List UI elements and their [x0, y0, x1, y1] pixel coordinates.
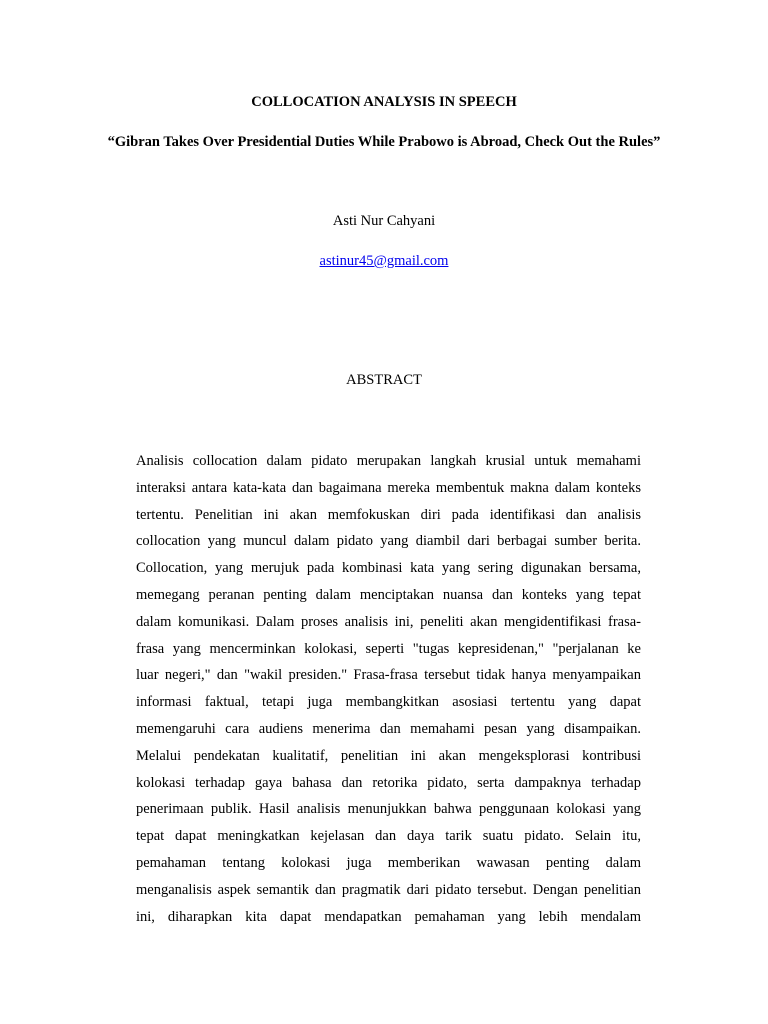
abstract-line: memegang peranan penting dalam menciptakan nuansa dan konteks yang tepat: [136, 586, 641, 603]
abstract-line: interaksi antara kata-kata dan bagaimana mereka membentuk makna dalam konteks: [136, 479, 641, 496]
abstract-heading: ABSTRACT: [346, 372, 422, 388]
abstract-line: tertentu. Penelitian ini akan memfokuskan diri pada identifikasi dan analisis: [136, 506, 641, 523]
abstract-line: Collocation, yang merujuk pada kombinasi kata yang sering digunakan bersama,: [136, 560, 641, 577]
abstract-line: frasa yang mencerminkan kolokasi, seperti "tugas kepresidenan," "perjalanan ke: [136, 640, 641, 657]
abstract-body: [136, 448, 641, 930]
abstract-line: penerimaan publik. Hasil analisis menunjukkan bahwa penggunaan kolokasi yang: [136, 801, 641, 818]
paper-title: COLLOCATION ANALYSIS IN SPEECH: [251, 94, 517, 110]
abstract-line: collocation yang muncul dalam pidato yang diambil dari berbagai sumber berita.: [136, 533, 641, 550]
abstract-line: Melalui pendekatan kualitatif, penelitian ini akan mengeksplorasi kontribusi: [136, 747, 641, 764]
abstract-line: pemahaman tentang kolokasi juga memberikan wawasan penting dalam: [136, 854, 641, 871]
author-email-link[interactable]: astinur45@gmail.com: [319, 253, 449, 269]
paper-subtitle: “Gibran Takes Over Presidential Duties While Prabowo is Abroad, Check Out the Rules”: [107, 134, 661, 150]
author-email-container: [0, 252, 768, 270]
abstract-line: kolokasi terhadap gaya bahasa dan retorika pidato, serta dampaknya terhadap: [136, 774, 641, 791]
abstract-line: tepat dapat meningkatkan kejelasan dan daya tarik suatu pidato. Selain itu,: [136, 828, 641, 845]
abstract-line: informasi faktual, tetapi juga membangkitkan asosiasi tertentu yang dapat: [136, 694, 641, 711]
abstract-line: dalam komunikasi. Dalam proses analisis ini, peneliti akan mengidentifikasi frasa-: [136, 613, 641, 630]
abstract-line: menganalisis aspek semantik dan pragmatik dari pidato tersebut. Dengan penelitian: [136, 881, 641, 898]
abstract-line: memengaruhi cara audiens menerima dan memahami pesan yang disampaikan.: [136, 720, 641, 737]
abstract-line: luar negeri," dan "wakil presiden." Frasa-frasa tersebut tidak hanya menyampaikan: [136, 667, 641, 684]
abstract-line: ini, diharapkan kita dapat mendapatkan pemahaman yang lebih mendalam: [136, 908, 641, 925]
author-name: Asti Nur Cahyani: [332, 213, 436, 229]
abstract-line: Analisis collocation dalam pidato merupakan langkah krusial untuk memahami: [136, 453, 641, 469]
